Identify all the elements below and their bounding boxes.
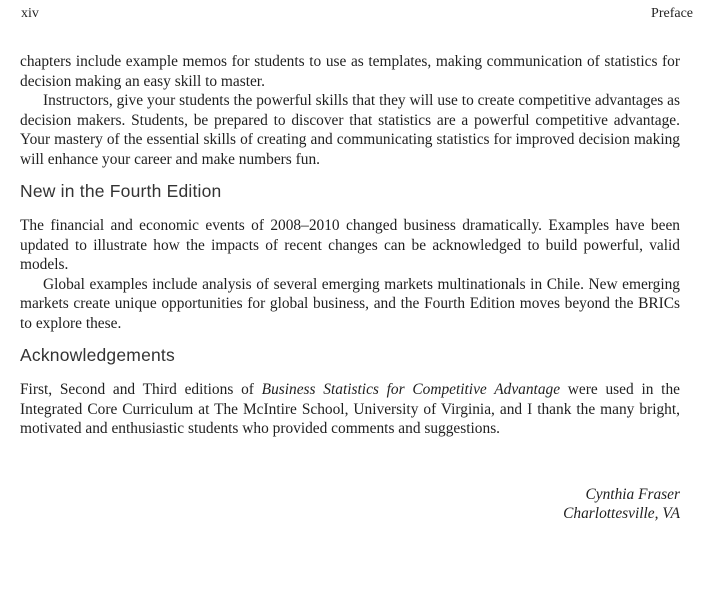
signature-block xyxy=(20,485,680,524)
book-title: Business Statistics for Competitive Advantage xyxy=(261,381,561,398)
signature-name: Cynthia Fraser xyxy=(585,485,680,503)
paragraph-continuation: chapters include example memos for students to use as templates, making communication of statistics for decision making an easy skill to master. xyxy=(20,53,680,90)
paragraph-global-examples: Global examples include analysis of several emerging markets multinationals in Chile. New emerging markets create unique opportunities for global business, and the Fourth Edition moves beyond the BRICs to explore these. xyxy=(20,275,680,332)
page-header xyxy=(0,0,720,23)
acknowledgements-text-after: were used in the Integrated Core Curriculum at The McIntire School, University of Virginia, and I thank the many bright, motivated and enthusiastic students who provided comments and suggestions. xyxy=(20,381,680,437)
paragraph-financial-events: The financial and economic events of 2008–2010 changed business dramatically. Examples have been updated to illustrate how the impacts of recent changes can be acknowledged to build powerful, valid models. xyxy=(20,217,680,273)
running-title: Preface xyxy=(651,6,693,21)
paragraph-instructors: Instructors, give your students the powerful skills that they will use to create competitive advantages as decision makers. Students, be prepared to discover that statistics are a powerful competitive advantage. Your mastery of the essential skills of creating and communicating statistics for improved decision making will enhance your career and make numbers fun. xyxy=(20,92,680,168)
page-number: xiv xyxy=(21,6,39,21)
page-content xyxy=(0,52,720,524)
section-heading-new-edition: New in the Fourth Edition xyxy=(20,181,222,201)
section-heading-acknowledgements: Acknowledgements xyxy=(20,345,175,365)
signature-location: Charlottesville, VA xyxy=(563,505,680,522)
acknowledgements-text-before: First, Second and Third editions of xyxy=(20,381,262,398)
paragraph-acknowledgements xyxy=(20,380,680,439)
